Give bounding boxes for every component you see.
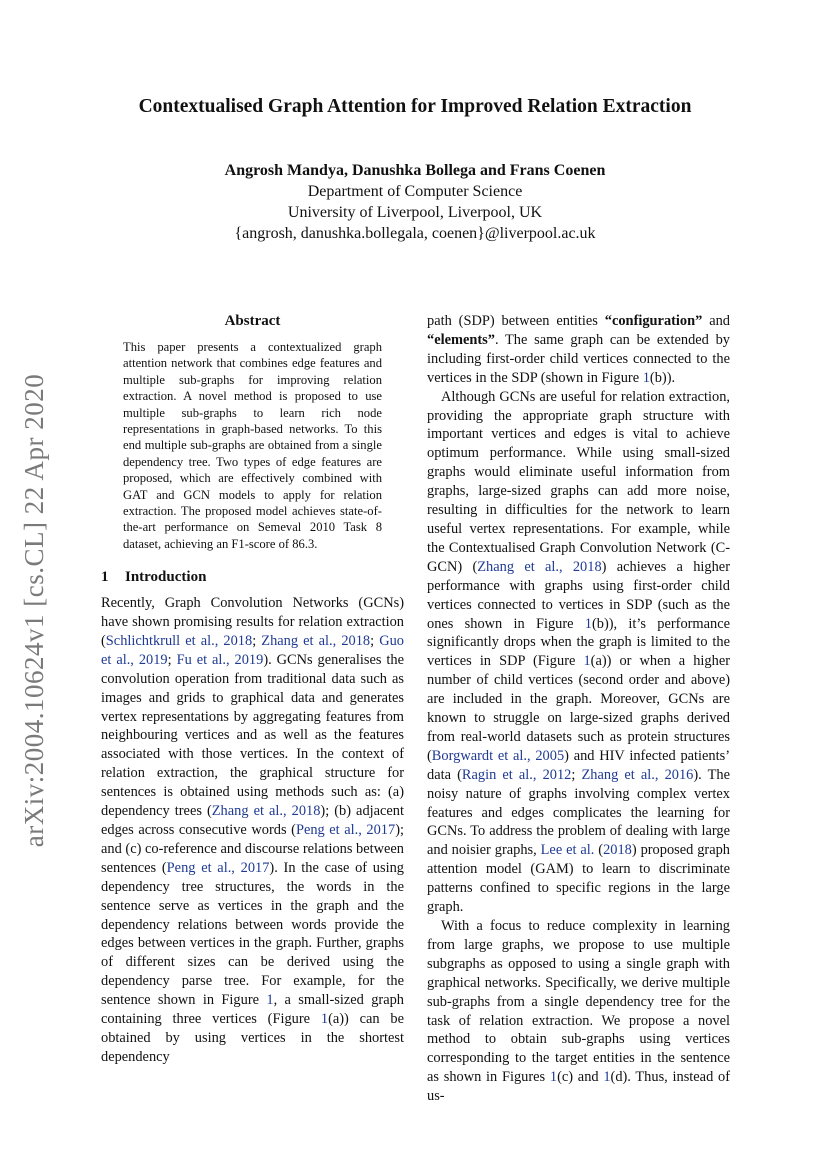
citation-link[interactable]: Schlichtkrull et al., 2018 — [105, 632, 253, 649]
figure-link[interactable]: 1 — [583, 653, 591, 670]
left-column — [101, 312, 404, 1067]
citation-link[interactable]: Zhang et al., 2016 — [581, 766, 694, 783]
citation-link[interactable]: Borgwardt et al., 2005 — [431, 747, 565, 764]
figure-link[interactable]: 1 — [549, 1069, 558, 1086]
author-names: Angrosh Mandya, Danushka Bollega and Frans Coenen — [224, 162, 606, 179]
entity-elements: “elements” — [427, 331, 495, 348]
figure-link[interactable]: 1 — [603, 1069, 611, 1086]
right-column — [427, 312, 730, 1106]
intro-paragraph-3: With a focus to reduce complexity in learning from large graphs, we propose to use multiple subgraphs as opposed to using a single graph with graphical networks. Specifically, we derive multiple sub-graphs from a single dependency tree for the task of relation extraction. We propose a novel method to obtain sub-graphs using vertices corresponding to the target entities in the sentence as shown in Figures 1(c) and 1(d). Thus, instead of us- — [427, 918, 730, 1105]
author-department: Department of Computer Science — [307, 183, 523, 200]
paper-title: Contextualised Graph Attention for Improved Relation Extraction — [138, 96, 692, 117]
section-title: Introduction — [125, 569, 207, 586]
abstract-heading: Abstract — [224, 313, 281, 329]
author-emails: {angrosh, danushka.bollegala, coenen}@liverpool.ac.uk — [234, 225, 596, 242]
arxiv-identifier-text: arXiv:2004.10624v1 [cs.CL] 22 Apr 2020 — [19, 373, 50, 847]
citation-link[interactable]: Lee et al. — [540, 842, 595, 859]
figure-link[interactable]: 1 — [266, 992, 274, 1009]
citation-link[interactable]: 2018 — [603, 842, 632, 859]
figure-link[interactable]: 1 — [642, 369, 650, 386]
figure-link[interactable]: 1 — [584, 615, 592, 632]
figure-link[interactable]: 1 — [320, 1011, 329, 1028]
citation-link[interactable]: Peng et al., 2017 — [295, 821, 396, 838]
citation-link[interactable]: Zhang et al., 2018 — [211, 803, 321, 820]
intro-paragraph-1: Recently, Graph Convolution Networks (GCNs) have shown promising results for relation extraction (Schlichtkrull et al., 2018; Zhang et al., 2018; Guo et al., 2019; Fu et al., 2019). GCNs generalises the convolution operation from traditional data such as images and grids to graphical data and generates vertex representations by aggregating features from neighbouring vertices and as well as the features associated with those vertices. In the context of relation extraction, the graphical structure for sentences is obtained using methods such as: (a) dependency trees (Zhang et al., 2018); (b) adjacent edges across consecutive words (Peng et al., 2017); and (c) co-reference and discourse relations between sentences (Peng et al., 2017). In the case of using dependency tree structures, the words in the sentence serve as vertices in the graph and the dependency relations between words provide the edges between vertices in the graph. Further, graphs of different sizes can be derived using the dependency parse tree. For example, for the sentence shown in Figure 1, a small-sized graph containing three vertices (Figure 1(a)) can be obtained by using vertices in the shortest dependency — [101, 595, 405, 1065]
entity-configuration: “configuration” — [604, 313, 703, 329]
citation-link[interactable]: Peng et al., 2017 — [166, 859, 270, 876]
author-university: University of Liverpool, Liverpool, UK — [287, 204, 543, 221]
section-number: 1 — [101, 569, 109, 586]
citation-link[interactable]: Zhang et al., 2018 — [477, 558, 602, 575]
arxiv-identifier — [18, 360, 52, 860]
citation-link[interactable]: Fu et al., 2019 — [176, 651, 264, 668]
citation-link[interactable]: Ragin et al., 2012 — [461, 766, 572, 783]
section-heading-introduction — [101, 568, 404, 587]
citation-link[interactable]: Zhang et al., 2018 — [261, 632, 371, 649]
intro-paragraph-2: Although GCNs are useful for relation extraction, providing the appropriate graph structure with important vertices and edges is vital to achieve optimum performance. While using small-sized graphs would eliminate useful information from graphs, large-sized graphs can add more noise, resulting in difficulties for the network to learn useful vertex representations. For example, while the Contextualised Graph Convolution Network (C-GCN) (Zhang et al., 2018) achieves a higher performance with graphs using first-order child vertices connected to vertices in SDP (such as the ones shown in Figure 1(b)), it’s performance significantly drops when the graph is limited to the vertices in SDP (Figure 1(a)) or when a higher number of child vertices (second order and above) are included in the graph. Moreover, GCNs are known to struggle on large-sized graphs derived from real-world datasets such as protein structures (Borgwardt et al., 2005) and HIV infected patients’ data (Ragin et al., 2012; Zhang et al., 2016). The noisy nature of graphs involving complex vertex features and edges complicates the learning for GCNs. To address the problem of dealing with large and noisier graphs, Lee et al. (2018) proposed graph attention model (GAM) to learn to discriminate patterns confined to specific regions in the large graph. — [427, 388, 731, 916]
author-block — [100, 160, 730, 244]
citation-link[interactable]: Guo et al., 2019 — [101, 632, 405, 668]
intro-paragraph-1-continued: path (SDP) between entities “configuration” and “elements”. The same graph can be extended by including first-order child vertices connected to the vertices in the SDP (shown in Figure 1(b)). — [427, 313, 730, 386]
abstract-text: This paper presents a contextualized graph attention network that combines edge features and multiple sub-graphs for improving relation extraction. A novel method is proposed to use multiple sub-graphs to learn rich node representations in graph-based networks. To this end multiple sub-graphs are obtained from a single dependency tree. Two types of edge features are proposed, which are effectively combined with GAT and GCN models to apply for relation extraction. The proposed model achieves state-of-the-art performance on Semeval 2010 Task 8 dataset, achieving an F1-score of 86.3. — [123, 339, 382, 551]
